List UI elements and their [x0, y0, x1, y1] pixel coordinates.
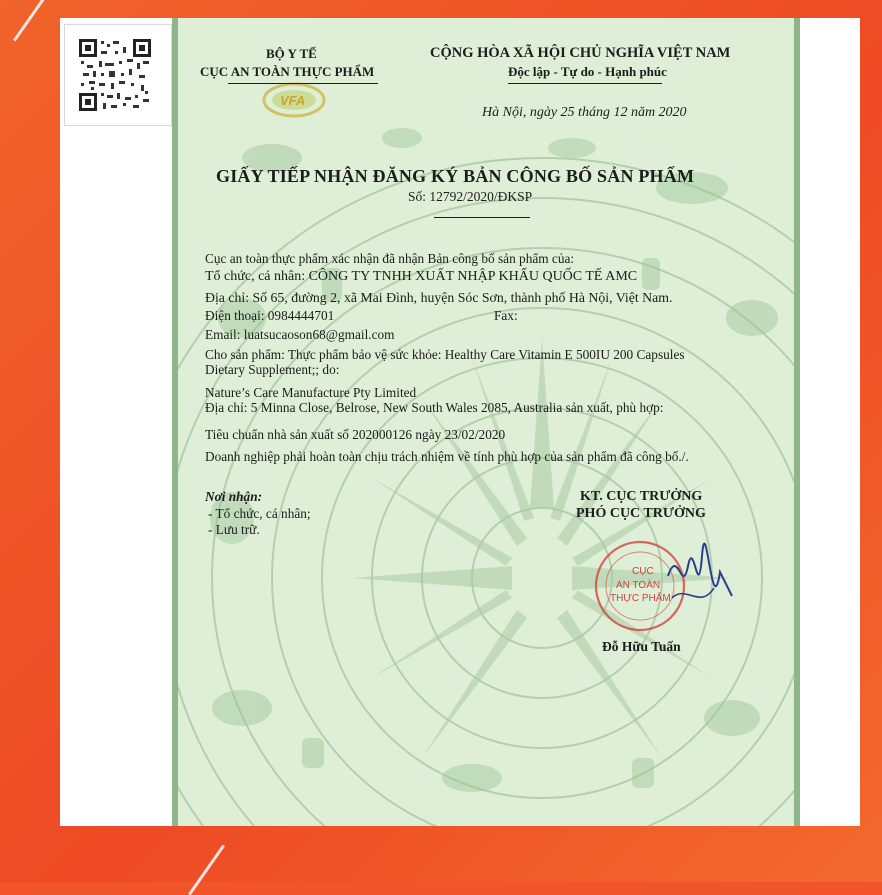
phone-line: Điện thoại: 0984444701 — [205, 308, 335, 323]
seal-text-2: AN TOÀN — [616, 580, 661, 591]
product-line-2: Dietary Supplement;; do: — [205, 362, 340, 377]
qr-code-icon — [79, 39, 151, 111]
manufacturer-address: Địa chỉ: 5 Minna Close, Belrose, New South Wales 2085, Australia sản xuất, phù hợp: — [205, 400, 664, 415]
agency-name: CỤC AN TOÀN THỰC PHẨM — [200, 64, 375, 79]
fax-line: Fax: — [494, 308, 518, 323]
recipient-item: - Lưu trữ. — [208, 522, 260, 537]
official-seal — [590, 536, 750, 636]
seal-text-1: CỤC — [632, 566, 654, 577]
certificate-document — [172, 18, 800, 826]
national-motto: Độc lập - Tự do - Hạnh phúc — [508, 64, 667, 79]
document-number: Số: 12792/2020/ĐKSP — [408, 189, 533, 204]
signature-title-1: KT. CỤC TRƯỞNG — [580, 489, 703, 504]
email-line: Email: luatsucaoson68@gmail.com — [205, 327, 395, 342]
recipient-item: - Tổ chức, cá nhân; — [208, 506, 311, 521]
agency-underline — [228, 83, 378, 84]
signature-title-2: PHÓ CỤC TRƯỞNG — [576, 506, 706, 521]
recipients-heading: Nơi nhận: — [205, 489, 263, 504]
manufacturer-line: Nature’s Care Manufacture Pty Limited — [205, 385, 417, 400]
qr-code — [64, 24, 172, 126]
bronze-drum-watermark — [172, 18, 800, 826]
place-date: Hà Nội, ngày 25 tháng 12 năm 2020 — [482, 105, 687, 120]
document-title: GIẤY TIẾP NHẬN ĐĂNG KÝ BẢN CÔNG BỐ SẢN PHẨM — [216, 166, 695, 186]
standard-line: Tiêu chuẩn nhà sản xuất số 202000126 ngày 23/02/2020 — [205, 427, 506, 442]
address-line: Địa chỉ: Số 65, đường 2, xã Mai Đình, huyện Sóc Sơn, thành phố Hà Nội, Việt Nam. — [205, 290, 673, 305]
product-line-1: Cho sản phẩm: Thực phẩm bảo vệ sức khỏe: Healthy Care Vitamin E 500IU 200 Capsules — [205, 347, 685, 362]
organization-line: Tổ chức, cá nhân: CÔNG TY TNHH XUẤT NHẬP KHẨU QUỐC TẾ AMC — [205, 269, 638, 284]
seal-text-3: THỰC PHẨM — [610, 593, 671, 604]
signature-scribble — [668, 544, 732, 596]
motto-underline — [508, 83, 662, 84]
ministry-name: BỘ Y TẾ — [266, 46, 317, 61]
republic-name: CỘNG HÒA XÃ HỘI CHỦ NGHĨA VIỆT NAM — [430, 45, 731, 61]
intro-line: Cục an toàn thực phẩm xác nhận đã nhận Bản công bố sản phẩm của: — [205, 251, 575, 266]
responsibility-line: Doanh nghiệp phải hoàn toàn chịu trách nhiệm về tính phù hợp của sản phẩm đã công bố./. — [205, 449, 689, 464]
vfa-logo — [262, 78, 326, 118]
number-underline — [434, 217, 530, 218]
signer-name: Đỗ Hữu Tuấn — [602, 639, 681, 654]
logo-text: VFA — [280, 93, 306, 108]
